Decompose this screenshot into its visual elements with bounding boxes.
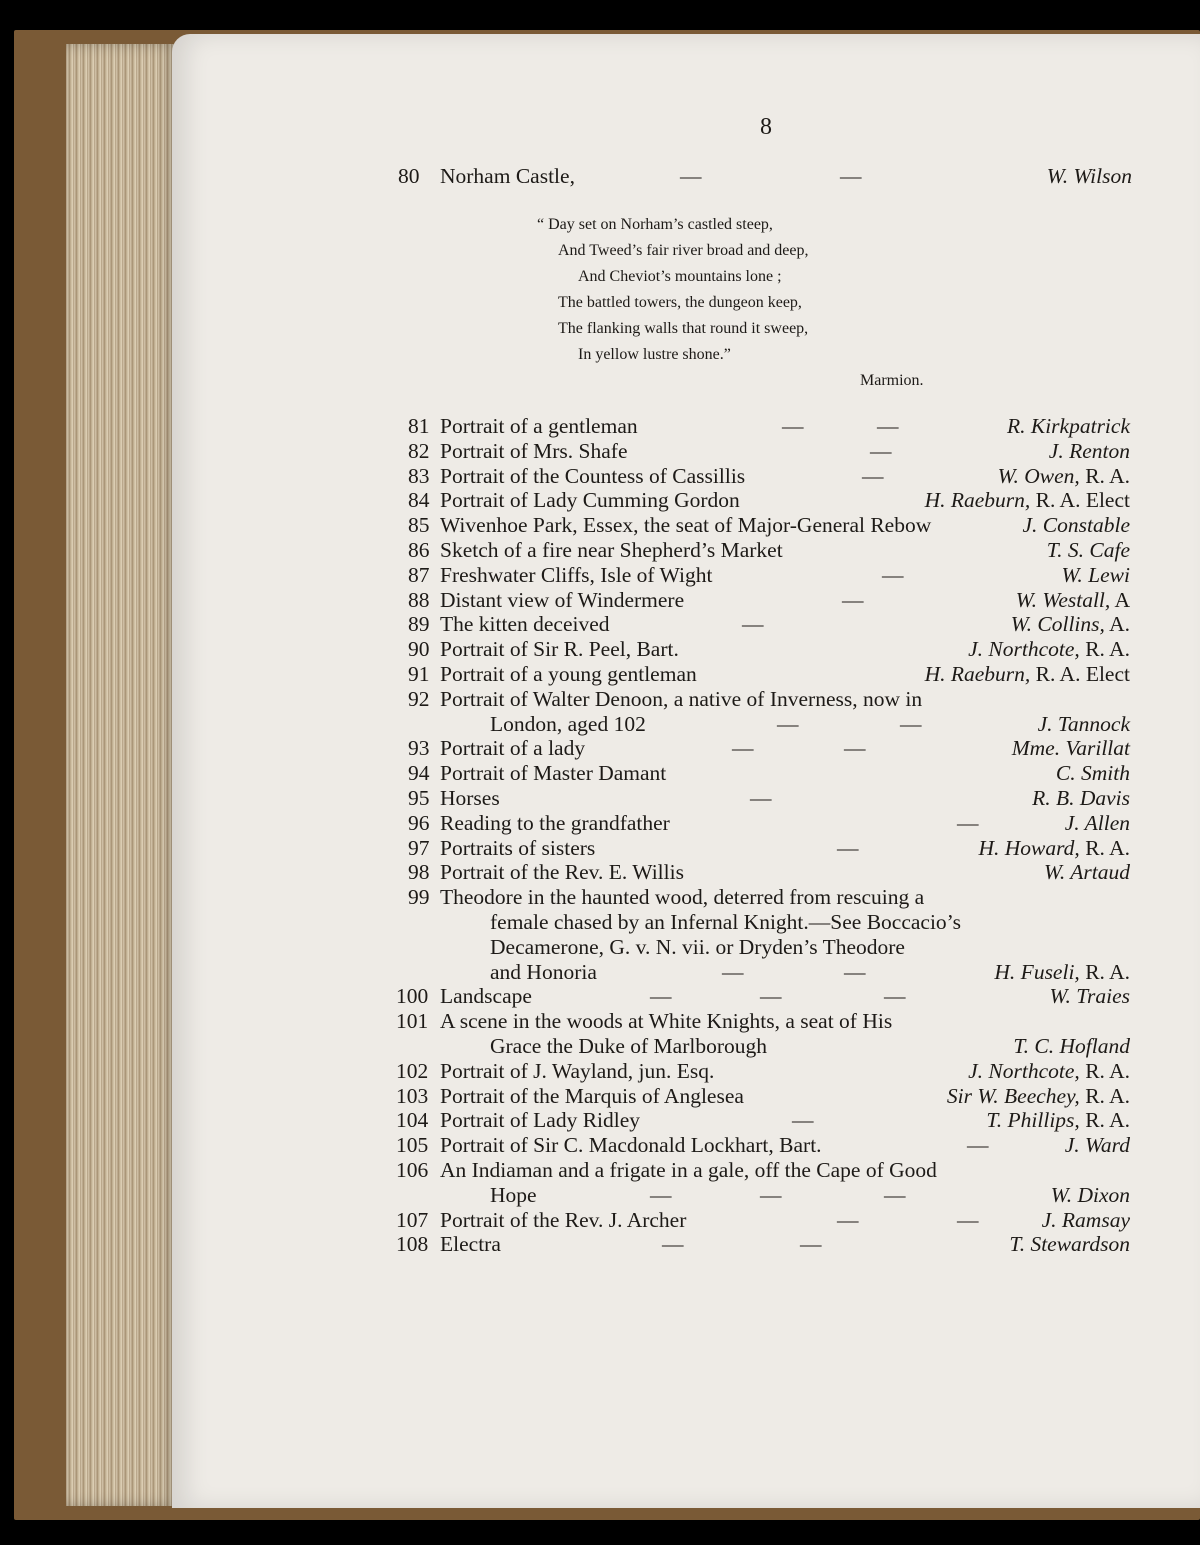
entry-93 (172, 736, 1200, 761)
artist-name: H. Howard, (978, 836, 1080, 860)
artist-name: R. Kirkpatrick (1006, 414, 1130, 438)
entry-number: 102 (396, 1059, 429, 1083)
entry-number: 97 (408, 836, 430, 860)
entry-title: Electra (440, 1232, 501, 1256)
entry-97 (172, 836, 1200, 861)
entry-title: Theodore in the haunted wood, deterred from rescuing a (440, 885, 925, 909)
entry-94 (172, 761, 1200, 786)
poem-source: Marmion. (860, 372, 924, 389)
entry-artist (1012, 736, 1130, 761)
artist-name: W. Owen, (997, 464, 1080, 488)
entry-number: 99 (408, 885, 430, 909)
artist-honour: R. A. (1079, 1108, 1130, 1132)
entry-artist (1023, 513, 1131, 538)
entry-artist (1056, 761, 1130, 786)
dash-separator: — (760, 984, 782, 1008)
entry-92 (172, 687, 1200, 712)
entry-108 (172, 1232, 1200, 1257)
artist-name: J. Renton (1048, 439, 1130, 463)
artist-name: J. Ramsay (1041, 1208, 1130, 1232)
entry-artist (1011, 612, 1130, 637)
entry-title: Decamerone, G. v. N. vii. or Dryden’s Theodore (490, 935, 905, 959)
entry-title: Portraits of sisters (440, 836, 596, 860)
entry-number: 103 (396, 1084, 429, 1108)
dash-separator: — (877, 414, 899, 438)
entry-number: 104 (396, 1108, 429, 1132)
dash-separator: — (882, 563, 904, 587)
poem-line: In yellow lustre shone.” (578, 346, 731, 363)
entry-title: London, aged 102 (490, 712, 646, 736)
dash-separator: — (844, 960, 866, 984)
entry-number: 96 (408, 811, 430, 835)
dash-separator: — (650, 1183, 672, 1207)
entry-title: Freshwater Cliffs, Isle of Wight (440, 563, 713, 587)
entry-95 (172, 786, 1200, 811)
entry-92-line-2 (172, 712, 1200, 737)
entry-title: Portrait of a lady (440, 736, 586, 760)
artist-name: W. Westall, (1015, 588, 1111, 612)
entry-number: 87 (408, 563, 430, 587)
entry-title: Norham Castle, (440, 164, 575, 188)
entry-number: 101 (396, 1009, 429, 1033)
entry-number: 95 (408, 786, 430, 810)
artist-name: J. Constable (1022, 513, 1130, 537)
entry-title: Hope (490, 1183, 537, 1207)
entry-number: 84 (408, 488, 430, 512)
entry-number: 92 (408, 687, 430, 711)
artist-honour: R. A. (1079, 1059, 1130, 1083)
entry-title: Distant view of Windermere (440, 588, 685, 612)
entry-title: Sketch of a fire near Shepherd’s Market (440, 538, 783, 562)
entry-title: Reading to the grandfather (440, 811, 670, 835)
entry-title: Portrait of the Rev. J. Archer (440, 1208, 687, 1232)
entry-98 (172, 860, 1200, 885)
entry-number: 93 (408, 736, 430, 760)
poem-line: And Tweed’s fair river broad and deep, (558, 242, 809, 259)
dash-separator: — (884, 1183, 906, 1207)
entry-number: 94 (408, 761, 430, 785)
entry-title: Portrait of a gentleman (440, 414, 638, 438)
entry-artist (994, 960, 1130, 985)
entry-title: Portrait of a young gentleman (440, 662, 697, 686)
entry-title: and Honoria (490, 960, 597, 984)
entry-artist (968, 1059, 1130, 1084)
entry-number: 80 (398, 164, 420, 188)
entry-title: Grace the Duke of Marlborough (490, 1034, 768, 1058)
artist-name: W. Dixon (1050, 1183, 1130, 1207)
entry-number: 106 (396, 1158, 429, 1182)
entry-artist: W. Wilson (1046, 164, 1132, 188)
entry-101 (172, 1009, 1200, 1034)
entry-number: 88 (408, 588, 430, 612)
dash-separator: — (957, 811, 979, 835)
artist-name: T. C. Hofland (1013, 1034, 1130, 1058)
entry-88 (172, 588, 1200, 613)
dash-separator: — (792, 1108, 814, 1132)
entry-title: The kitten deceived (440, 612, 610, 636)
dash-separator: — (800, 1232, 822, 1256)
artist-honour: A (1110, 588, 1130, 612)
entry-artist (1009, 1232, 1130, 1257)
dash-separator: — (842, 588, 864, 612)
entry-artist (1051, 1183, 1130, 1208)
entry-artist (1047, 538, 1130, 563)
dash-separator: — (957, 1208, 979, 1232)
entry-number: 98 (408, 860, 430, 884)
entry-title: Wivenhoe Park, Essex, the seat of Major-General Rebow (440, 513, 932, 537)
artist-name: Sir W. Beechey, (946, 1084, 1080, 1108)
entry-artist (1044, 860, 1130, 885)
poem-line: The battled towers, the dungeon keep, (558, 294, 802, 311)
dash-separator: — (782, 414, 804, 438)
artist-honour: R. A. (1079, 960, 1130, 984)
entry-99-line-3 (172, 935, 1200, 960)
artist-name: W. Traies (1049, 984, 1130, 1008)
entry-90 (172, 637, 1200, 662)
artist-name: J. Ward (1064, 1133, 1130, 1157)
entry-artist (1050, 984, 1130, 1009)
entry-artist (1065, 1133, 1130, 1158)
artist-name: W. Lewi (1061, 563, 1130, 587)
poem-line: “ Day set on Norham’s castled steep, (537, 216, 773, 233)
entry-number: 108 (396, 1232, 429, 1256)
entry-83 (172, 464, 1200, 489)
entry-103 (172, 1084, 1200, 1109)
entry-artist (1065, 811, 1130, 836)
dash-separator: — (837, 1208, 859, 1232)
entry-artist (947, 1084, 1130, 1109)
artist-honour: R. A. (1079, 836, 1130, 860)
entry-101-line-2 (172, 1034, 1200, 1059)
artist-name: J. Allen (1064, 811, 1130, 835)
artist-name: C. Smith (1055, 761, 1130, 785)
artist-name: Mme. Varillat (1011, 736, 1130, 760)
entry-104 (172, 1108, 1200, 1133)
entry-99-line-4 (172, 960, 1200, 985)
entry-title: Portrait of the Marquis of Anglesea (440, 1084, 744, 1108)
entry-title: Portrait of Sir C. Macdonald Lockhart, Bart. (440, 1133, 822, 1157)
entry-number: 105 (396, 1133, 429, 1157)
entry-title: An Indiaman and a frigate in a gale, off the Cape of Good (440, 1158, 937, 1182)
entry-artist (1062, 563, 1131, 588)
entry-artist (1049, 439, 1130, 464)
entry-87 (172, 563, 1200, 588)
entry-84 (172, 488, 1200, 513)
entry-artist (925, 662, 1130, 687)
entry-title: female chased by an Infernal Knight.—See Boccacio’s (490, 910, 962, 934)
dash-separator: — (742, 612, 764, 636)
dash-separator: — (840, 164, 862, 188)
entry-artist (1032, 786, 1130, 811)
entry-number: 90 (408, 637, 430, 661)
dash-separator: — (844, 736, 866, 760)
entry-artist (998, 464, 1130, 489)
artist-honour: R. A. (1079, 464, 1130, 488)
entry-106 (172, 1158, 1200, 1183)
entry-96 (172, 811, 1200, 836)
entry-102 (172, 1059, 1200, 1084)
page-edge (66, 44, 178, 1506)
artist-honour: R. A. Elect (1030, 488, 1130, 512)
entry-title: Portrait of Mrs. Shafe (440, 439, 628, 463)
artist-name: H. Fuseli, (994, 960, 1080, 984)
entry-title: Portrait of J. Wayland, jun. Esq. (440, 1059, 715, 1083)
entry-105 (172, 1133, 1200, 1158)
entry-99 (172, 885, 1200, 910)
dash-separator: — (870, 439, 892, 463)
poem-line: And Cheviot’s mountains lone ; (578, 268, 782, 285)
entry-89 (172, 612, 1200, 637)
entry-artist (986, 1108, 1130, 1133)
dash-separator: — (750, 786, 772, 810)
entry-title: Portrait of the Countess of Cassillis (440, 464, 746, 488)
entry-number: 91 (408, 662, 430, 686)
artist-name: T. S. Cafe (1046, 538, 1130, 562)
artist-name: J. Northcote, (968, 637, 1080, 661)
dash-separator: — (837, 836, 859, 860)
dash-separator: — (650, 984, 672, 1008)
entry-number: 81 (408, 414, 430, 438)
entry-title: Portrait of Lady Ridley (440, 1108, 641, 1132)
dash-separator: — (722, 960, 744, 984)
entry-85 (172, 513, 1200, 538)
entry-title: Portrait of Lady Cumming Gordon (440, 488, 740, 512)
entry-artist (925, 488, 1130, 513)
entry-number: 82 (408, 439, 430, 463)
poem-line: The flanking walls that round it sweep, (558, 320, 809, 337)
artist-name: R. B. Davis (1032, 786, 1130, 810)
dash-separator: — (967, 1133, 989, 1157)
entry-artist (1042, 1208, 1130, 1233)
entry-title: A scene in the woods at White Knights, a seat of His (440, 1009, 893, 1033)
artist-honour: R. A. (1079, 637, 1130, 661)
entry-artist (1016, 588, 1130, 613)
entry-title: Portrait of Sir R. Peel, Bart. (440, 637, 679, 661)
entry-title: Portrait of the Rev. E. Willis (440, 860, 684, 884)
dash-separator: — (662, 1232, 684, 1256)
page-number: 8 (760, 114, 772, 140)
artist-honour: R. A. (1079, 1084, 1130, 1108)
entry-artist (968, 637, 1130, 662)
catalogue-page (172, 34, 1200, 1508)
entry-107 (172, 1208, 1200, 1233)
artist-name: T. Phillips, (986, 1108, 1080, 1132)
entry-81 (172, 414, 1200, 439)
dash-separator: — (777, 712, 799, 736)
artist-name: W. Artaud (1043, 860, 1130, 884)
entry-title: Portrait of Master Damant (440, 761, 667, 785)
dash-separator: — (900, 712, 922, 736)
entry-82 (172, 439, 1200, 464)
artist-name: J. Northcote, (968, 1059, 1080, 1083)
entry-title: Portrait of Walter Denoon, a native of Inverness, now in (440, 687, 923, 711)
dash-separator: — (884, 984, 906, 1008)
artist-name: H. Raeburn, (924, 488, 1031, 512)
entry-title: Horses (440, 786, 500, 810)
entry-artist (1013, 1034, 1130, 1059)
artist-name: T. Stewardson (1009, 1232, 1130, 1256)
entry-100 (172, 984, 1200, 1009)
entry-artist (978, 836, 1130, 861)
artist-name: H. Raeburn, (924, 662, 1031, 686)
entry-artist (1038, 712, 1130, 737)
entry-number: 83 (408, 464, 430, 488)
entry-99-line-2 (172, 910, 1200, 935)
entry-artist (1007, 414, 1130, 439)
dash-separator: — (862, 464, 884, 488)
entry-91 (172, 662, 1200, 687)
entry-80 (172, 164, 1200, 189)
artist-honour: A. (1104, 612, 1130, 636)
entry-number: 89 (408, 612, 430, 636)
artist-name: W. Collins, (1010, 612, 1105, 636)
entry-title: Landscape (440, 984, 532, 1008)
entry-number: 100 (396, 984, 429, 1008)
entry-106-line-2 (172, 1183, 1200, 1208)
dash-separator: — (680, 164, 702, 188)
dash-separator: — (732, 736, 754, 760)
dash-separator: — (760, 1183, 782, 1207)
entry-number: 85 (408, 513, 430, 537)
entry-86 (172, 538, 1200, 563)
artist-honour: R. A. Elect (1030, 662, 1130, 686)
entry-number: 107 (396, 1208, 429, 1232)
artist-name: J. Tannock (1037, 712, 1130, 736)
entry-number: 86 (408, 538, 430, 562)
